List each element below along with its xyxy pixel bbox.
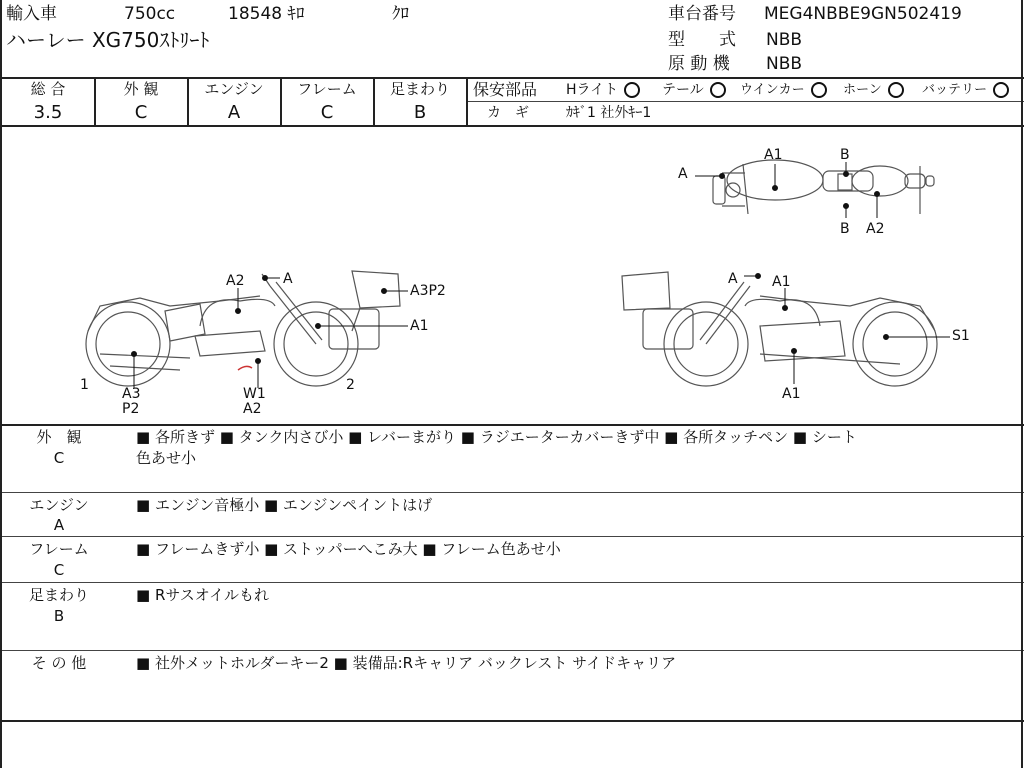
mark-left-2: 2 xyxy=(346,377,355,393)
engine-value: NBB xyxy=(766,54,803,74)
key-value: ｶｷﾞ1 社外ｷｰ1 xyxy=(566,105,652,121)
mark-right-a: A xyxy=(728,271,738,287)
displacement: 750cc xyxy=(124,4,176,24)
mark-left-1: 1 xyxy=(80,377,89,393)
mark-top-a1: A1 xyxy=(764,147,783,163)
motorcycle-diagram xyxy=(0,126,1024,424)
ok-circle-icon xyxy=(888,82,904,98)
engine-label: 原 動 機 xyxy=(668,54,730,74)
mark-left-a1: A1 xyxy=(410,318,429,334)
mark-left-p2: P2 xyxy=(122,401,140,417)
section-exterior-label: 外 観 xyxy=(36,428,82,446)
mark-left-a: A xyxy=(283,271,293,287)
ok-circle-icon xyxy=(993,82,1009,98)
mark-top-b-upper: B xyxy=(840,147,850,163)
grade-overall-value: 3.5 xyxy=(33,102,63,123)
ok-circle-icon xyxy=(710,82,726,98)
safety-item-winker: ウインカー xyxy=(740,82,827,98)
type-label: 型 式 xyxy=(668,30,736,50)
mark-right-a1-upper: A1 xyxy=(772,274,791,290)
frame-no-label: 車台番号 xyxy=(668,4,736,24)
mark-left-a2: A2 xyxy=(226,273,245,289)
mileage: 18548 ｷﾛ xyxy=(228,4,305,24)
section-engine-text: ■ エンジン音極小 ■ エンジンペイントはげ xyxy=(136,496,433,514)
safety-label: 保安部品 xyxy=(473,80,538,99)
mark-top-a: A xyxy=(678,166,688,182)
import-label: 輸入車 xyxy=(6,4,57,24)
grade-exterior-label: 外 観 xyxy=(123,80,159,98)
key-label: カ ギ xyxy=(487,105,529,121)
grade-overall-label: 総 合 xyxy=(30,80,66,98)
grade-suspension-label: 足まわり xyxy=(389,80,450,98)
grade-engine-label: エンジン xyxy=(204,80,264,98)
mark-top-a2: A2 xyxy=(866,221,885,237)
section-exterior-text-cont: 色あせ小 xyxy=(136,449,197,467)
mark-right-a1-lower: A1 xyxy=(782,386,801,402)
model-name: ハーレー XG750ｽﾄﾘｰﾄ xyxy=(6,28,210,52)
grade-exterior-value: C xyxy=(134,102,148,123)
safety-item-tail: テール xyxy=(662,82,726,98)
top-view-bike-icon xyxy=(713,160,934,214)
ok-circle-icon xyxy=(624,82,640,98)
mark-left-w1: W1 xyxy=(243,386,266,402)
section-other-text: ■ 社外メットホルダーキー2 ■ 装備品:Rキャリア バックレスト サイドキャリア xyxy=(136,654,677,672)
section-frame-grade: C xyxy=(53,561,65,579)
section-exterior-text: ■ 各所きず ■ タンク内さび小 ■ レバーまがり ■ ラジエーターカバーきず中 ■ 各所タッチペン ■ シート xyxy=(136,428,857,446)
mark-left-a3: A3 xyxy=(122,386,141,402)
ok-circle-icon xyxy=(811,82,827,98)
grade-frame-label: フレーム xyxy=(297,80,357,98)
safety-item-horn: ホーン xyxy=(843,82,904,98)
type-value: NBB xyxy=(766,30,803,50)
section-other-label: そ の 他 xyxy=(31,654,87,672)
section-suspension-grade: B xyxy=(53,607,65,625)
section-suspension-text: ■ Rサスオイルもれ xyxy=(136,586,270,604)
section-engine-label: エンジン xyxy=(29,496,89,514)
section-exterior-grade: C xyxy=(53,449,65,467)
safety-item-headlight: Hライト xyxy=(566,82,640,98)
grade-suspension-value: B xyxy=(413,102,427,123)
section-frame-text: ■ フレームきず小 ■ ストッパーへこみ大 ■ フレーム色あせ小 xyxy=(136,540,561,558)
section-engine-grade: A xyxy=(53,516,65,534)
frame-no: MEG4NBBE9GN502419 xyxy=(764,4,962,24)
safety-item-battery: バッテリー xyxy=(922,82,1009,98)
grade-engine-value: A xyxy=(227,102,241,123)
section-suspension-label: 足まわり xyxy=(28,586,89,604)
mark-left-a3p2: A3P2 xyxy=(410,283,446,299)
color: ｸﾛ xyxy=(392,4,409,24)
grade-frame-value: C xyxy=(320,102,334,123)
mark-top-b-lower: B xyxy=(840,221,850,237)
mark-left-a2-lower: A2 xyxy=(243,401,262,417)
section-frame-label: フレーム xyxy=(29,540,89,558)
mark-right-s1: S1 xyxy=(952,328,970,344)
